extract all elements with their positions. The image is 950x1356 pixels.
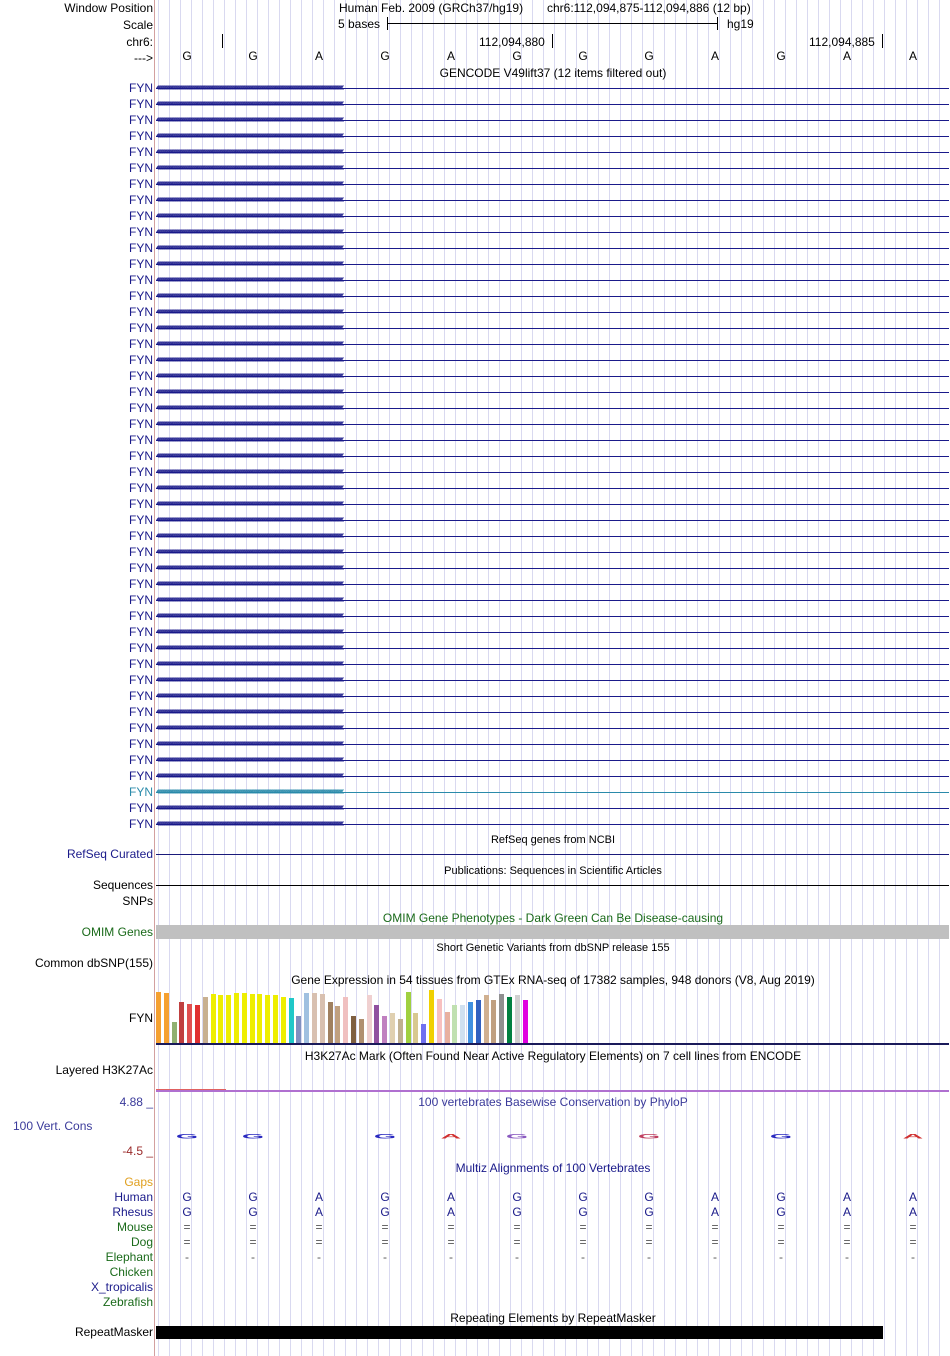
base-letter: G — [182, 49, 192, 63]
gtex-tissue-bar[interactable] — [406, 992, 411, 1043]
multiz-base: G — [578, 1190, 588, 1204]
db-text: hg19 — [727, 17, 754, 31]
gencode-gene-label[interactable]: FYN — [129, 145, 153, 159]
multiz-base: A — [908, 1205, 917, 1219]
h3k27ac-signal-line-2 — [156, 1089, 226, 1090]
multiz-base: = — [447, 1235, 455, 1249]
h3k27ac-signal-line — [156, 1090, 949, 1092]
multiz-base: G — [776, 1190, 786, 1204]
gencode-strand-arrows: ‹‹‹‹‹‹‹‹‹‹‹‹‹‹‹‹‹‹‹‹‹‹‹‹‹‹‹‹‹‹‹‹‹‹‹‹‹‹‹‹‹‹‹‹‹‹‹‹‹‹‹‹‹‹‹‹‹‹‹‹‹‹‹‹‹‹‹‹‹‹‹‹‹‹‹‹‹‹‹‹‹‹‹‹‹‹‹‹‹‹‹‹‹‹‹‹‹‹‹‹‹‹‹‹‹‹‹‹‹‹‹‹‹‹‹‹‹‹‹‹‹‹‹‹‹‹‹‹‹‹‹‹‹‹‹‹‹‹‹‹‹‹‹‹‹‹‹‹‹‹‹‹‹‹‹‹‹‹‹‹‹‹‹‹‹‹‹‹‹‹‹‹‹‹‹‹‹‹‹‹‹‹‹‹‹‹‹‹‹‹‹‹‹‹‹‹‹‹‹‹ — [156, 802, 343, 812]
gencode-gene-label[interactable]: FYN — [129, 545, 153, 559]
gencode-gene-label[interactable]: FYN — [129, 369, 153, 383]
gencode-strand-arrows: ‹‹‹‹‹‹‹‹‹‹‹‹‹‹‹‹‹‹‹‹‹‹‹‹‹‹‹‹‹‹‹‹‹‹‹‹‹‹‹‹‹‹‹‹‹‹‹‹‹‹‹‹‹‹‹‹‹‹‹‹‹‹‹‹‹‹‹‹‹‹‹‹‹‹‹‹‹‹‹‹‹‹‹‹‹‹‹‹‹‹‹‹‹‹‹‹‹‹‹‹‹‹‹‹‹‹‹‹‹‹‹‹‹‹‹‹‹‹‹‹‹‹‹‹‹‹‹‹‹‹‹‹‹‹‹‹‹‹‹‹‹‹‹‹‹‹‹‹‹‹‹‹‹‹‹‹‹‹‹‹‹‹‹‹‹‹‹‹‹‹‹‹‹‹‹‹‹‹‹‹‹‹‹‹‹‹‹‹‹‹‹‹‹‹‹‹‹‹‹‹ — [156, 338, 343, 348]
gencode-gene-label[interactable]: FYN — [129, 449, 153, 463]
publications-snps-label[interactable]: SNPs — [122, 894, 153, 908]
gtex-tissue-bar[interactable] — [359, 1019, 364, 1043]
base-letter: G — [380, 49, 390, 63]
gencode-strand-arrows: ‹‹‹‹‹‹‹‹‹‹‹‹‹‹‹‹‹‹‹‹‹‹‹‹‹‹‹‹‹‹‹‹‹‹‹‹‹‹‹‹‹‹‹‹‹‹‹‹‹‹‹‹‹‹‹‹‹‹‹‹‹‹‹‹‹‹‹‹‹‹‹‹‹‹‹‹‹‹‹‹‹‹‹‹‹‹‹‹‹‹‹‹‹‹‹‹‹‹‹‹‹‹‹‹‹‹‹‹‹‹‹‹‹‹‹‹‹‹‹‹‹‹‹‹‹‹‹‹‹‹‹‹‹‹‹‹‹‹‹‹‹‹‹‹‹‹‹‹‹‹‹‹‹‹‹‹‹‹‹‹‹‹‹‹‹‹‹‹‹‹‹‹‹‹‹‹‹‹‹‹‹‹‹‹‹‹‹‹‹‹‹‹‹‹‹‹‹‹‹‹ — [156, 146, 343, 156]
gencode-strand-arrows: ‹‹‹‹‹‹‹‹‹‹‹‹‹‹‹‹‹‹‹‹‹‹‹‹‹‹‹‹‹‹‹‹‹‹‹‹‹‹‹‹‹‹‹‹‹‹‹‹‹‹‹‹‹‹‹‹‹‹‹‹‹‹‹‹‹‹‹‹‹‹‹‹‹‹‹‹‹‹‹‹‹‹‹‹‹‹‹‹‹‹‹‹‹‹‹‹‹‹‹‹‹‹‹‹‹‹‹‹‹‹‹‹‹‹‹‹‹‹‹‹‹‹‹‹‹‹‹‹‹‹‹‹‹‹‹‹‹‹‹‹‹‹‹‹‹‹‹‹‹‹‹‹‹‹‹‹‹‹‹‹‹‹‹‹‹‹‹‹‹‹‹‹‹‹‹‹‹‹‹‹‹‹‹‹‹‹‹‹‹‹‹‹‹‹‹‹‹‹‹‹ — [156, 322, 343, 332]
gencode-strand-arrows: ‹‹‹‹‹‹‹‹‹‹‹‹‹‹‹‹‹‹‹‹‹‹‹‹‹‹‹‹‹‹‹‹‹‹‹‹‹‹‹‹‹‹‹‹‹‹‹‹‹‹‹‹‹‹‹‹‹‹‹‹‹‹‹‹‹‹‹‹‹‹‹‹‹‹‹‹‹‹‹‹‹‹‹‹‹‹‹‹‹‹‹‹‹‹‹‹‹‹‹‹‹‹‹‹‹‹‹‹‹‹‹‹‹‹‹‹‹‹‹‹‹‹‹‹‹‹‹‹‹‹‹‹‹‹‹‹‹‹‹‹‹‹‹‹‹‹‹‹‹‹‹‹‹‹‹‹‹‹‹‹‹‹‹‹‹‹‹‹‹‹‹‹‹‹‹‹‹‹‹‹‹‹‹‹‹‹‹‹‹‹‹‹‹‹‹‹‹‹‹‹ — [156, 546, 343, 556]
gencode-gene-label[interactable]: FYN — [129, 689, 153, 703]
gtex-tissue-bar[interactable] — [156, 992, 161, 1043]
gencode-gene-label[interactable]: FYN — [129, 209, 153, 223]
gencode-gene-label[interactable]: FYN — [129, 401, 153, 415]
gencode-gene-label[interactable]: FYN — [129, 753, 153, 767]
gencode-strand-arrows: ‹‹‹‹‹‹‹‹‹‹‹‹‹‹‹‹‹‹‹‹‹‹‹‹‹‹‹‹‹‹‹‹‹‹‹‹‹‹‹‹‹‹‹‹‹‹‹‹‹‹‹‹‹‹‹‹‹‹‹‹‹‹‹‹‹‹‹‹‹‹‹‹‹‹‹‹‹‹‹‹‹‹‹‹‹‹‹‹‹‹‹‹‹‹‹‹‹‹‹‹‹‹‹‹‹‹‹‹‹‹‹‹‹‹‹‹‹‹‹‹‹‹‹‹‹‹‹‹‹‹‹‹‹‹‹‹‹‹‹‹‹‹‹‹‹‹‹‹‹‹‹‹‹‹‹‹‹‹‹‹‹‹‹‹‹‹‹‹‹‹‹‹‹‹‹‹‹‹‹‹‹‹‹‹‹‹‹‹‹‹‹‹‹‹‹‹‹‹‹‹ — [156, 530, 343, 540]
gencode-strand-arrows: ‹‹‹‹‹‹‹‹‹‹‹‹‹‹‹‹‹‹‹‹‹‹‹‹‹‹‹‹‹‹‹‹‹‹‹‹‹‹‹‹‹‹‹‹‹‹‹‹‹‹‹‹‹‹‹‹‹‹‹‹‹‹‹‹‹‹‹‹‹‹‹‹‹‹‹‹‹‹‹‹‹‹‹‹‹‹‹‹‹‹‹‹‹‹‹‹‹‹‹‹‹‹‹‹‹‹‹‹‹‹‹‹‹‹‹‹‹‹‹‹‹‹‹‹‹‹‹‹‹‹‹‹‹‹‹‹‹‹‹‹‹‹‹‹‹‹‹‹‹‹‹‹‹‹‹‹‹‹‹‹‹‹‹‹‹‹‹‹‹‹‹‹‹‹‹‹‹‹‹‹‹‹‹‹‹‹‹‹‹‹‹‹‹‹‹‹‹‹‹‹ — [156, 674, 343, 684]
refseq-track-title[interactable]: RefSeq genes from NCBI — [490, 834, 616, 846]
gencode-strand-arrows: ‹‹‹‹‹‹‹‹‹‹‹‹‹‹‹‹‹‹‹‹‹‹‹‹‹‹‹‹‹‹‹‹‹‹‹‹‹‹‹‹‹‹‹‹‹‹‹‹‹‹‹‹‹‹‹‹‹‹‹‹‹‹‹‹‹‹‹‹‹‹‹‹‹‹‹‹‹‹‹‹‹‹‹‹‹‹‹‹‹‹‹‹‹‹‹‹‹‹‹‹‹‹‹‹‹‹‹‹‹‹‹‹‹‹‹‹‹‹‹‹‹‹‹‹‹‹‹‹‹‹‹‹‹‹‹‹‹‹‹‹‹‹‹‹‹‹‹‹‹‹‹‹‹‹‹‹‹‹‹‹‹‹‹‹‹‹‹‹‹‹‹‹‹‹‹‹‹‹‹‹‹‹‹‹‹‹‹‹‹‹‹‹‹‹‹‹‹‹‹‹ — [156, 258, 343, 268]
gtex-tissue-bar[interactable] — [351, 1016, 356, 1043]
gencode-gene-label[interactable]: FYN — [129, 705, 153, 719]
gtex-tissue-bar[interactable] — [328, 1002, 333, 1043]
phylop-base-glyph: G — [175, 1133, 199, 1141]
multiz-base: - — [713, 1250, 717, 1264]
gencode-strand-arrows: ‹‹‹‹‹‹‹‹‹‹‹‹‹‹‹‹‹‹‹‹‹‹‹‹‹‹‹‹‹‹‹‹‹‹‹‹‹‹‹‹‹‹‹‹‹‹‹‹‹‹‹‹‹‹‹‹‹‹‹‹‹‹‹‹‹‹‹‹‹‹‹‹‹‹‹‹‹‹‹‹‹‹‹‹‹‹‹‹‹‹‹‹‹‹‹‹‹‹‹‹‹‹‹‹‹‹‹‹‹‹‹‹‹‹‹‹‹‹‹‹‹‹‹‹‹‹‹‹‹‹‹‹‹‹‹‹‹‹‹‹‹‹‹‹‹‹‹‹‹‹‹‹‹‹‹‹‹‹‹‹‹‹‹‹‹‹‹‹‹‹‹‹‹‹‹‹‹‹‹‹‹‹‹‹‹‹‹‹‹‹‹‹‹‹‹‹‹‹‹‹ — [156, 578, 343, 588]
multiz-base: - — [449, 1250, 453, 1264]
multiz-base: A — [446, 1190, 455, 1204]
gencode-strand-arrows: ‹‹‹‹‹‹‹‹‹‹‹‹‹‹‹‹‹‹‹‹‹‹‹‹‹‹‹‹‹‹‹‹‹‹‹‹‹‹‹‹‹‹‹‹‹‹‹‹‹‹‹‹‹‹‹‹‹‹‹‹‹‹‹‹‹‹‹‹‹‹‹‹‹‹‹‹‹‹‹‹‹‹‹‹‹‹‹‹‹‹‹‹‹‹‹‹‹‹‹‹‹‹‹‹‹‹‹‹‹‹‹‹‹‹‹‹‹‹‹‹‹‹‹‹‹‹‹‹‹‹‹‹‹‹‹‹‹‹‹‹‹‹‹‹‹‹‹‹‹‹‹‹‹‹‹‹‹‹‹‹‹‹‹‹‹‹‹‹‹‹‹‹‹‹‹‹‹‹‹‹‹‹‹‹‹‹‹‹‹‹‹‹‹‹‹‹‹‹‹‹ — [156, 434, 343, 444]
gencode-strand-arrows: ‹‹‹‹‹‹‹‹‹‹‹‹‹‹‹‹‹‹‹‹‹‹‹‹‹‹‹‹‹‹‹‹‹‹‹‹‹‹‹‹‹‹‹‹‹‹‹‹‹‹‹‹‹‹‹‹‹‹‹‹‹‹‹‹‹‹‹‹‹‹‹‹‹‹‹‹‹‹‹‹‹‹‹‹‹‹‹‹‹‹‹‹‹‹‹‹‹‹‹‹‹‹‹‹‹‹‹‹‹‹‹‹‹‹‹‹‹‹‹‹‹‹‹‹‹‹‹‹‹‹‹‹‹‹‹‹‹‹‹‹‹‹‹‹‹‹‹‹‹‹‹‹‹‹‹‹‹‹‹‹‹‹‹‹‹‹‹‹‹‹‹‹‹‹‹‹‹‹‹‹‹‹‹‹‹‹‹‹‹‹‹‹‹‹‹‹‹‹‹‹ — [156, 242, 343, 252]
multiz-base: = — [777, 1235, 785, 1249]
gencode-gene-label[interactable]: FYN — [129, 801, 153, 815]
multiz-base: = — [513, 1220, 521, 1234]
multiz-gaps-label: Gaps — [124, 1175, 153, 1189]
gencode-gene-label[interactable]: FYN — [129, 273, 153, 287]
gencode-strand-arrows: ‹‹‹‹‹‹‹‹‹‹‹‹‹‹‹‹‹‹‹‹‹‹‹‹‹‹‹‹‹‹‹‹‹‹‹‹‹‹‹‹‹‹‹‹‹‹‹‹‹‹‹‹‹‹‹‹‹‹‹‹‹‹‹‹‹‹‹‹‹‹‹‹‹‹‹‹‹‹‹‹‹‹‹‹‹‹‹‹‹‹‹‹‹‹‹‹‹‹‹‹‹‹‹‹‹‹‹‹‹‹‹‹‹‹‹‹‹‹‹‹‹‹‹‹‹‹‹‹‹‹‹‹‹‹‹‹‹‹‹‹‹‹‹‹‹‹‹‹‹‹‹‹‹‹‹‹‹‹‹‹‹‹‹‹‹‹‹‹‹‹‹‹‹‹‹‹‹‹‹‹‹‹‹‹‹‹‹‹‹‹‹‹‹‹‹‹‹‹‹‹ — [156, 514, 343, 524]
multiz-base: - — [581, 1250, 585, 1264]
gtex-tissue-bar[interactable] — [172, 1022, 177, 1043]
multiz-base: G — [248, 1205, 258, 1219]
scale-label: Scale — [122, 18, 153, 32]
multiz-base: A — [908, 1190, 917, 1204]
multiz-base: A — [314, 1190, 323, 1204]
strand-label: ---> — [134, 51, 153, 65]
phylop-base-glyph: A — [440, 1133, 462, 1141]
multiz-base: G — [182, 1205, 192, 1219]
phylop-min-label: -4.5 _ — [122, 1144, 153, 1158]
phylop-base-glyph: G — [769, 1133, 793, 1141]
phylop-max-label: 4.88 _ — [119, 1095, 153, 1109]
multiz-base: G — [182, 1190, 192, 1204]
gencode-gene-label[interactable]: FYN — [129, 721, 153, 735]
gencode-strand-arrows: ‹‹‹‹‹‹‹‹‹‹‹‹‹‹‹‹‹‹‹‹‹‹‹‹‹‹‹‹‹‹‹‹‹‹‹‹‹‹‹‹‹‹‹‹‹‹‹‹‹‹‹‹‹‹‹‹‹‹‹‹‹‹‹‹‹‹‹‹‹‹‹‹‹‹‹‹‹‹‹‹‹‹‹‹‹‹‹‹‹‹‹‹‹‹‹‹‹‹‹‹‹‹‹‹‹‹‹‹‹‹‹‹‹‹‹‹‹‹‹‹‹‹‹‹‹‹‹‹‹‹‹‹‹‹‹‹‹‹‹‹‹‹‹‹‹‹‹‹‹‹‹‹‹‹‹‹‹‹‹‹‹‹‹‹‹‹‹‹‹‹‹‹‹‹‹‹‹‹‹‹‹‹‹‹‹‹‹‹‹‹‹‹‹‹‹‹‹‹‹‹ — [156, 418, 343, 428]
ruler-tick-left — [222, 34, 223, 48]
multiz-base: - — [317, 1250, 321, 1264]
gtex-tissue-bar[interactable] — [234, 993, 239, 1043]
multiz-base: A — [710, 1205, 719, 1219]
gencode-strand-arrows: ‹‹‹‹‹‹‹‹‹‹‹‹‹‹‹‹‹‹‹‹‹‹‹‹‹‹‹‹‹‹‹‹‹‹‹‹‹‹‹‹‹‹‹‹‹‹‹‹‹‹‹‹‹‹‹‹‹‹‹‹‹‹‹‹‹‹‹‹‹‹‹‹‹‹‹‹‹‹‹‹‹‹‹‹‹‹‹‹‹‹‹‹‹‹‹‹‹‹‹‹‹‹‹‹‹‹‹‹‹‹‹‹‹‹‹‹‹‹‹‹‹‹‹‹‹‹‹‹‹‹‹‹‹‹‹‹‹‹‹‹‹‹‹‹‹‹‹‹‹‹‹‹‹‹‹‹‹‹‹‹‹‹‹‹‹‹‹‹‹‹‹‹‹‹‹‹‹‹‹‹‹‹‹‹‹‹‹‹‹‹‹‹‹‹‹‹‹‹‹‹ — [156, 610, 343, 620]
gtex-tissue-bar[interactable] — [304, 993, 309, 1043]
gencode-strand-arrows: ‹‹‹‹‹‹‹‹‹‹‹‹‹‹‹‹‹‹‹‹‹‹‹‹‹‹‹‹‹‹‹‹‹‹‹‹‹‹‹‹‹‹‹‹‹‹‹‹‹‹‹‹‹‹‹‹‹‹‹‹‹‹‹‹‹‹‹‹‹‹‹‹‹‹‹‹‹‹‹‹‹‹‹‹‹‹‹‹‹‹‹‹‹‹‹‹‹‹‹‹‹‹‹‹‹‹‹‹‹‹‹‹‹‹‹‹‹‹‹‹‹‹‹‹‹‹‹‹‹‹‹‹‹‹‹‹‹‹‹‹‹‹‹‹‹‹‹‹‹‹‹‹‹‹‹‹‹‹‹‹‹‹‹‹‹‹‹‹‹‹‹‹‹‹‹‹‹‹‹‹‹‹‹‹‹‹‹‹‹‹‹‹‹‹‹‹‹‹‹‹ — [156, 562, 343, 572]
scale-bar — [387, 23, 717, 24]
gencode-gene-label[interactable]: FYN — [129, 305, 153, 319]
gtex-tissue-bar[interactable] — [374, 1005, 379, 1043]
gtex-tissue-bar[interactable] — [398, 1019, 403, 1043]
multiz-base: G — [380, 1190, 390, 1204]
gencode-gene-label[interactable]: FYN — [129, 529, 153, 543]
gencode-strand-arrows: ‹‹‹‹‹‹‹‹‹‹‹‹‹‹‹‹‹‹‹‹‹‹‹‹‹‹‹‹‹‹‹‹‹‹‹‹‹‹‹‹‹‹‹‹‹‹‹‹‹‹‹‹‹‹‹‹‹‹‹‹‹‹‹‹‹‹‹‹‹‹‹‹‹‹‹‹‹‹‹‹‹‹‹‹‹‹‹‹‹‹‹‹‹‹‹‹‹‹‹‹‹‹‹‹‹‹‹‹‹‹‹‹‹‹‹‹‹‹‹‹‹‹‹‹‹‹‹‹‹‹‹‹‹‹‹‹‹‹‹‹‹‹‹‹‹‹‹‹‹‹‹‹‹‹‹‹‹‹‹‹‹‹‹‹‹‹‹‹‹‹‹‹‹‹‹‹‹‹‹‹‹‹‹‹‹‹‹‹‹‹‹‹‹‹‹‹‹‹‹‹ — [156, 194, 343, 204]
window-position-label: Window Position — [64, 1, 153, 15]
gencode-strand-arrows: ‹‹‹‹‹‹‹‹‹‹‹‹‹‹‹‹‹‹‹‹‹‹‹‹‹‹‹‹‹‹‹‹‹‹‹‹‹‹‹‹‹‹‹‹‹‹‹‹‹‹‹‹‹‹‹‹‹‹‹‹‹‹‹‹‹‹‹‹‹‹‹‹‹‹‹‹‹‹‹‹‹‹‹‹‹‹‹‹‹‹‹‹‹‹‹‹‹‹‹‹‹‹‹‹‹‹‹‹‹‹‹‹‹‹‹‹‹‹‹‹‹‹‹‹‹‹‹‹‹‹‹‹‹‹‹‹‹‹‹‹‹‹‹‹‹‹‹‹‹‹‹‹‹‹‹‹‹‹‹‹‹‹‹‹‹‹‹‹‹‹‹‹‹‹‹‹‹‹‹‹‹‹‹‹‹‹‹‹‹‹‹‹‹‹‹‹‹‹‹‹ — [156, 226, 343, 236]
gtex-tissue-bar[interactable] — [390, 1013, 395, 1043]
gtex-tissue-bar[interactable] — [242, 993, 247, 1043]
gtex-tissue-bar[interactable] — [421, 1024, 426, 1043]
gtex-tissue-bar[interactable] — [195, 1005, 200, 1043]
multiz-species-label[interactable]: Human — [114, 1190, 153, 1204]
gtex-tissue-bar[interactable] — [164, 993, 169, 1043]
ruler-tick-1 — [552, 34, 553, 48]
scale-bar-right-tick — [717, 17, 718, 30]
omim-track-label[interactable]: OMIM Genes — [81, 925, 153, 939]
gencode-strand-arrows: ‹‹‹‹‹‹‹‹‹‹‹‹‹‹‹‹‹‹‹‹‹‹‹‹‹‹‹‹‹‹‹‹‹‹‹‹‹‹‹‹‹‹‹‹‹‹‹‹‹‹‹‹‹‹‹‹‹‹‹‹‹‹‹‹‹‹‹‹‹‹‹‹‹‹‹‹‹‹‹‹‹‹‹‹‹‹‹‹‹‹‹‹‹‹‹‹‹‹‹‹‹‹‹‹‹‹‹‹‹‹‹‹‹‹‹‹‹‹‹‹‹‹‹‹‹‹‹‹‹‹‹‹‹‹‹‹‹‹‹‹‹‹‹‹‹‹‹‹‹‹‹‹‹‹‹‹‹‹‹‹‹‹‹‹‹‹‹‹‹‹‹‹‹‹‹‹‹‹‹‹‹‹‹‹‹‹‹‹‹‹‹‹‹‹‹‹‹‹‹‹ — [156, 482, 343, 492]
base-letter: G — [776, 49, 786, 63]
multiz-base: = — [183, 1235, 191, 1249]
gencode-gene-label[interactable]: FYN — [129, 385, 153, 399]
multiz-base: = — [777, 1220, 785, 1234]
gencode-gene-label[interactable]: FYN — [129, 433, 153, 447]
ruler-tick-label-2: 112,094,885 — [809, 35, 875, 49]
gtex-tissue-bar[interactable] — [499, 994, 504, 1043]
multiz-base: = — [183, 1220, 191, 1234]
multiz-base: = — [843, 1235, 851, 1249]
publications-line[interactable] — [156, 885, 949, 886]
gtex-tissue-bar[interactable] — [507, 997, 512, 1043]
base-letter: G — [248, 49, 258, 63]
multiz-base: = — [579, 1220, 587, 1234]
gtex-tissue-bar[interactable] — [437, 999, 442, 1043]
gencode-gene-label[interactable]: FYN — [129, 465, 153, 479]
gencode-gene-label[interactable]: FYN — [129, 97, 153, 111]
multiz-base: = — [513, 1235, 521, 1249]
gencode-gene-label[interactable]: FYN — [129, 241, 153, 255]
multiz-base: = — [447, 1220, 455, 1234]
gencode-strand-arrows: ‹‹‹‹‹‹‹‹‹‹‹‹‹‹‹‹‹‹‹‹‹‹‹‹‹‹‹‹‹‹‹‹‹‹‹‹‹‹‹‹‹‹‹‹‹‹‹‹‹‹‹‹‹‹‹‹‹‹‹‹‹‹‹‹‹‹‹‹‹‹‹‹‹‹‹‹‹‹‹‹‹‹‹‹‹‹‹‹‹‹‹‹‹‹‹‹‹‹‹‹‹‹‹‹‹‹‹‹‹‹‹‹‹‹‹‹‹‹‹‹‹‹‹‹‹‹‹‹‹‹‹‹‹‹‹‹‹‹‹‹‹‹‹‹‹‹‹‹‹‹‹‹‹‹‹‹‹‹‹‹‹‹‹‹‹‹‹‹‹‹‹‹‹‹‹‹‹‹‹‹‹‹‹‹‹‹‹‹‹‹‹‹‹‹‹‹‹‹‹‹ — [156, 786, 343, 796]
multiz-base: G — [512, 1190, 522, 1204]
base-letter: A — [710, 49, 719, 63]
multiz-species-label[interactable]: Rhesus — [112, 1205, 153, 1219]
gencode-gene-label[interactable]: FYN — [129, 817, 153, 831]
multiz-base: G — [380, 1205, 390, 1219]
gencode-strand-arrows: ‹‹‹‹‹‹‹‹‹‹‹‹‹‹‹‹‹‹‹‹‹‹‹‹‹‹‹‹‹‹‹‹‹‹‹‹‹‹‹‹‹‹‹‹‹‹‹‹‹‹‹‹‹‹‹‹‹‹‹‹‹‹‹‹‹‹‹‹‹‹‹‹‹‹‹‹‹‹‹‹‹‹‹‹‹‹‹‹‹‹‹‹‹‹‹‹‹‹‹‹‹‹‹‹‹‹‹‹‹‹‹‹‹‹‹‹‹‹‹‹‹‹‹‹‹‹‹‹‹‹‹‹‹‹‹‹‹‹‹‹‹‹‹‹‹‹‹‹‹‹‹‹‹‹‹‹‹‹‹‹‹‹‹‹‹‹‹‹‹‹‹‹‹‹‹‹‹‹‹‹‹‹‹‹‹‹‹‹‹‹‹‹‹‹‹‹‹‹‹‹ — [156, 210, 343, 220]
gencode-strand-arrows: ‹‹‹‹‹‹‹‹‹‹‹‹‹‹‹‹‹‹‹‹‹‹‹‹‹‹‹‹‹‹‹‹‹‹‹‹‹‹‹‹‹‹‹‹‹‹‹‹‹‹‹‹‹‹‹‹‹‹‹‹‹‹‹‹‹‹‹‹‹‹‹‹‹‹‹‹‹‹‹‹‹‹‹‹‹‹‹‹‹‹‹‹‹‹‹‹‹‹‹‹‹‹‹‹‹‹‹‹‹‹‹‹‹‹‹‹‹‹‹‹‹‹‹‹‹‹‹‹‹‹‹‹‹‹‹‹‹‹‹‹‹‹‹‹‹‹‹‹‹‹‹‹‹‹‹‹‹‹‹‹‹‹‹‹‹‹‹‹‹‹‹‹‹‹‹‹‹‹‹‹‹‹‹‹‹‹‹‹‹‹‹‹‹‹‹‹‹‹‹‹ — [156, 450, 343, 460]
gtex-tissue-bar[interactable] — [218, 995, 223, 1043]
gtex-tissue-bar[interactable] — [281, 997, 286, 1043]
gencode-strand-arrows: ‹‹‹‹‹‹‹‹‹‹‹‹‹‹‹‹‹‹‹‹‹‹‹‹‹‹‹‹‹‹‹‹‹‹‹‹‹‹‹‹‹‹‹‹‹‹‹‹‹‹‹‹‹‹‹‹‹‹‹‹‹‹‹‹‹‹‹‹‹‹‹‹‹‹‹‹‹‹‹‹‹‹‹‹‹‹‹‹‹‹‹‹‹‹‹‹‹‹‹‹‹‹‹‹‹‹‹‹‹‹‹‹‹‹‹‹‹‹‹‹‹‹‹‹‹‹‹‹‹‹‹‹‹‹‹‹‹‹‹‹‹‹‹‹‹‹‹‹‹‹‹‹‹‹‹‹‹‹‹‹‹‹‹‹‹‹‹‹‹‹‹‹‹‹‹‹‹‹‹‹‹‹‹‹‹‹‹‹‹‹‹‹‹‹‹‹‹‹‹‹ — [156, 370, 343, 380]
refseq-gene-line[interactable] — [156, 854, 949, 855]
gtex-tissue-bar[interactable] — [468, 1002, 473, 1043]
gencode-gene-label[interactable]: FYN — [129, 129, 153, 143]
label-separator — [154, 0, 155, 1356]
gtex-tissue-bar[interactable] — [413, 1013, 418, 1043]
gtex-baseline — [156, 1043, 949, 1045]
gtex-tissue-bar[interactable] — [320, 994, 325, 1043]
gtex-tissue-bar[interactable] — [484, 995, 489, 1043]
multiz-species-label[interactable]: Zebrafish — [102, 1295, 153, 1309]
gencode-strand-arrows: ‹‹‹‹‹‹‹‹‹‹‹‹‹‹‹‹‹‹‹‹‹‹‹‹‹‹‹‹‹‹‹‹‹‹‹‹‹‹‹‹‹‹‹‹‹‹‹‹‹‹‹‹‹‹‹‹‹‹‹‹‹‹‹‹‹‹‹‹‹‹‹‹‹‹‹‹‹‹‹‹‹‹‹‹‹‹‹‹‹‹‹‹‹‹‹‹‹‹‹‹‹‹‹‹‹‹‹‹‹‹‹‹‹‹‹‹‹‹‹‹‹‹‹‹‹‹‹‹‹‹‹‹‹‹‹‹‹‹‹‹‹‹‹‹‹‹‹‹‹‹‹‹‹‹‹‹‹‹‹‹‹‹‹‹‹‹‹‹‹‹‹‹‹‹‹‹‹‹‹‹‹‹‹‹‹‹‹‹‹‹‹‹‹‹‹‹‹‹‹‹ — [156, 178, 343, 188]
phylop-base-glyph: G — [241, 1133, 265, 1141]
gencode-gene-label[interactable]: FYN — [129, 561, 153, 575]
gencode-gene-label[interactable]: FYN — [129, 785, 153, 799]
gencode-gene-label[interactable]: FYN — [129, 193, 153, 207]
gencode-strand-arrows: ‹‹‹‹‹‹‹‹‹‹‹‹‹‹‹‹‹‹‹‹‹‹‹‹‹‹‹‹‹‹‹‹‹‹‹‹‹‹‹‹‹‹‹‹‹‹‹‹‹‹‹‹‹‹‹‹‹‹‹‹‹‹‹‹‹‹‹‹‹‹‹‹‹‹‹‹‹‹‹‹‹‹‹‹‹‹‹‹‹‹‹‹‹‹‹‹‹‹‹‹‹‹‹‹‹‹‹‹‹‹‹‹‹‹‹‹‹‹‹‹‹‹‹‹‹‹‹‹‹‹‹‹‹‹‹‹‹‹‹‹‹‹‹‹‹‹‹‹‹‹‹‹‹‹‹‹‹‹‹‹‹‹‹‹‹‹‹‹‹‹‹‹‹‹‹‹‹‹‹‹‹‹‹‹‹‹‹‹‹‹‹‹‹‹‹‹‹‹‹‹ — [156, 770, 343, 780]
publications-track-title[interactable]: Publications: Sequences in Scientific Articles — [444, 865, 662, 877]
gtex-expression-chart[interactable] — [156, 988, 536, 1043]
omim-feature-bar[interactable] — [156, 925, 949, 939]
gencode-strand-arrows: ‹‹‹‹‹‹‹‹‹‹‹‹‹‹‹‹‹‹‹‹‹‹‹‹‹‹‹‹‹‹‹‹‹‹‹‹‹‹‹‹‹‹‹‹‹‹‹‹‹‹‹‹‹‹‹‹‹‹‹‹‹‹‹‹‹‹‹‹‹‹‹‹‹‹‹‹‹‹‹‹‹‹‹‹‹‹‹‹‹‹‹‹‹‹‹‹‹‹‹‹‹‹‹‹‹‹‹‹‹‹‹‹‹‹‹‹‹‹‹‹‹‹‹‹‹‹‹‹‹‹‹‹‹‹‹‹‹‹‹‹‹‹‹‹‹‹‹‹‹‹‹‹‹‹‹‹‹‹‹‹‹‹‹‹‹‹‹‹‹‹‹‹‹‹‹‹‹‹‹‹‹‹‹‹‹‹‹‹‹‹‹‹‹‹‹‹‹‹‹‹ — [156, 98, 343, 108]
multiz-base: G — [248, 1190, 258, 1204]
base-letter: A — [314, 49, 323, 63]
gencode-strand-arrows: ‹‹‹‹‹‹‹‹‹‹‹‹‹‹‹‹‹‹‹‹‹‹‹‹‹‹‹‹‹‹‹‹‹‹‹‹‹‹‹‹‹‹‹‹‹‹‹‹‹‹‹‹‹‹‹‹‹‹‹‹‹‹‹‹‹‹‹‹‹‹‹‹‹‹‹‹‹‹‹‹‹‹‹‹‹‹‹‹‹‹‹‹‹‹‹‹‹‹‹‹‹‹‹‹‹‹‹‹‹‹‹‹‹‹‹‹‹‹‹‹‹‹‹‹‹‹‹‹‹‹‹‹‹‹‹‹‹‹‹‹‹‹‹‹‹‹‹‹‹‹‹‹‹‹‹‹‹‹‹‹‹‹‹‹‹‹‹‹‹‹‹‹‹‹‹‹‹‹‹‹‹‹‹‹‹‹‹‹‹‹‹‹‹‹‹‹‹‹‹‹ — [156, 162, 343, 172]
gencode-gene-label[interactable]: FYN — [129, 577, 153, 591]
gencode-gene-label[interactable]: FYN — [129, 481, 153, 495]
base-letter: G — [644, 49, 654, 63]
omim-track-title[interactable]: OMIM Gene Phenotypes - Dark Green Can Be Disease-causing — [382, 911, 724, 925]
position-text: chr6:112,094,875-112,094,886 (12 bp) — [547, 1, 751, 15]
gencode-gene-label[interactable]: FYN — [129, 161, 153, 175]
ruler-tick-label-1: 112,094,880 — [479, 35, 545, 49]
gtex-tissue-bar[interactable] — [250, 994, 255, 1043]
gencode-strand-arrows: ‹‹‹‹‹‹‹‹‹‹‹‹‹‹‹‹‹‹‹‹‹‹‹‹‹‹‹‹‹‹‹‹‹‹‹‹‹‹‹‹‹‹‹‹‹‹‹‹‹‹‹‹‹‹‹‹‹‹‹‹‹‹‹‹‹‹‹‹‹‹‹‹‹‹‹‹‹‹‹‹‹‹‹‹‹‹‹‹‹‹‹‹‹‹‹‹‹‹‹‹‹‹‹‹‹‹‹‹‹‹‹‹‹‹‹‹‹‹‹‹‹‹‹‹‹‹‹‹‹‹‹‹‹‹‹‹‹‹‹‹‹‹‹‹‹‹‹‹‹‹‹‹‹‹‹‹‹‹‹‹‹‹‹‹‹‹‹‹‹‹‹‹‹‹‹‹‹‹‹‹‹‹‹‹‹‹‹‹‹‹‹‹‹‹‹‹‹‹‹‹ — [156, 290, 343, 300]
gtex-tissue-bar[interactable] — [429, 990, 434, 1043]
gencode-strand-arrows: ‹‹‹‹‹‹‹‹‹‹‹‹‹‹‹‹‹‹‹‹‹‹‹‹‹‹‹‹‹‹‹‹‹‹‹‹‹‹‹‹‹‹‹‹‹‹‹‹‹‹‹‹‹‹‹‹‹‹‹‹‹‹‹‹‹‹‹‹‹‹‹‹‹‹‹‹‹‹‹‹‹‹‹‹‹‹‹‹‹‹‹‹‹‹‹‹‹‹‹‹‹‹‹‹‹‹‹‹‹‹‹‹‹‹‹‹‹‹‹‹‹‹‹‹‹‹‹‹‹‹‹‹‹‹‹‹‹‹‹‹‹‹‹‹‹‹‹‹‹‹‹‹‹‹‹‹‹‹‹‹‹‹‹‹‹‹‹‹‹‹‹‹‹‹‹‹‹‹‹‹‹‹‹‹‹‹‹‹‹‹‹‹‹‹‹‹‹‹‹‹ — [156, 82, 343, 92]
gtex-tissue-bar[interactable] — [211, 994, 216, 1043]
multiz-species-label[interactable]: X_tropicalis — [90, 1280, 153, 1294]
gencode-gene-label[interactable]: FYN — [129, 641, 153, 655]
gtex-tissue-bar[interactable] — [265, 995, 270, 1043]
base-letter: G — [578, 49, 588, 63]
multiz-base: = — [843, 1220, 851, 1234]
base-letter: G — [512, 49, 522, 63]
gencode-strand-arrows: ‹‹‹‹‹‹‹‹‹‹‹‹‹‹‹‹‹‹‹‹‹‹‹‹‹‹‹‹‹‹‹‹‹‹‹‹‹‹‹‹‹‹‹‹‹‹‹‹‹‹‹‹‹‹‹‹‹‹‹‹‹‹‹‹‹‹‹‹‹‹‹‹‹‹‹‹‹‹‹‹‹‹‹‹‹‹‹‹‹‹‹‹‹‹‹‹‹‹‹‹‹‹‹‹‹‹‹‹‹‹‹‹‹‹‹‹‹‹‹‹‹‹‹‹‹‹‹‹‹‹‹‹‹‹‹‹‹‹‹‹‹‹‹‹‹‹‹‹‹‹‹‹‹‹‹‹‹‹‹‹‹‹‹‹‹‹‹‹‹‹‹‹‹‹‹‹‹‹‹‹‹‹‹‹‹‹‹‹‹‹‹‹‹‹‹‹‹‹‹‹ — [156, 754, 343, 764]
gtex-tissue-bar[interactable] — [367, 995, 372, 1043]
gencode-gene-label[interactable]: FYN — [129, 81, 153, 95]
gencode-gene-label[interactable]: FYN — [129, 593, 153, 607]
gencode-gene-label[interactable]: FYN — [129, 417, 153, 431]
gencode-strand-arrows: ‹‹‹‹‹‹‹‹‹‹‹‹‹‹‹‹‹‹‹‹‹‹‹‹‹‹‹‹‹‹‹‹‹‹‹‹‹‹‹‹‹‹‹‹‹‹‹‹‹‹‹‹‹‹‹‹‹‹‹‹‹‹‹‹‹‹‹‹‹‹‹‹‹‹‹‹‹‹‹‹‹‹‹‹‹‹‹‹‹‹‹‹‹‹‹‹‹‹‹‹‹‹‹‹‹‹‹‹‹‹‹‹‹‹‹‹‹‹‹‹‹‹‹‹‹‹‹‹‹‹‹‹‹‹‹‹‹‹‹‹‹‹‹‹‹‹‹‹‹‹‹‹‹‹‹‹‹‹‹‹‹‹‹‹‹‹‹‹‹‹‹‹‹‹‹‹‹‹‹‹‹‹‹‹‹‹‹‹‹‹‹‹‹‹‹‹‹‹‹‹ — [156, 738, 343, 748]
gencode-strand-arrows: ‹‹‹‹‹‹‹‹‹‹‹‹‹‹‹‹‹‹‹‹‹‹‹‹‹‹‹‹‹‹‹‹‹‹‹‹‹‹‹‹‹‹‹‹‹‹‹‹‹‹‹‹‹‹‹‹‹‹‹‹‹‹‹‹‹‹‹‹‹‹‹‹‹‹‹‹‹‹‹‹‹‹‹‹‹‹‹‹‹‹‹‹‹‹‹‹‹‹‹‹‹‹‹‹‹‹‹‹‹‹‹‹‹‹‹‹‹‹‹‹‹‹‹‹‹‹‹‹‹‹‹‹‹‹‹‹‹‹‹‹‹‹‹‹‹‹‹‹‹‹‹‹‹‹‹‹‹‹‹‹‹‹‹‹‹‹‹‹‹‹‹‹‹‹‹‹‹‹‹‹‹‹‹‹‹‹‹‹‹‹‹‹‹‹‹‹‹‹‹‹ — [156, 722, 343, 732]
scale-bar-left-tick — [387, 17, 388, 30]
gtex-tissue-bar[interactable] — [476, 1000, 481, 1043]
gtex-tissue-bar[interactable] — [460, 1005, 465, 1043]
multiz-species-label[interactable]: Mouse — [116, 1220, 153, 1234]
gencode-gene-label[interactable]: FYN — [129, 625, 153, 639]
gencode-track-title[interactable]: GENCODE V49lift37 (12 items filtered out) — [439, 66, 667, 80]
multiz-base: G — [512, 1205, 522, 1219]
chrom-label: chr6: — [126, 35, 153, 49]
multiz-base: = — [381, 1235, 389, 1249]
multiz-base: = — [909, 1220, 917, 1234]
multiz-base: - — [845, 1250, 849, 1264]
gencode-gene-label[interactable]: FYN — [129, 177, 153, 191]
multiz-base: - — [515, 1250, 519, 1264]
assembly-text: Human Feb. 2009 (GRCh37/hg19) — [339, 1, 524, 15]
gencode-gene-label[interactable]: FYN — [129, 353, 153, 367]
phylop-track-title[interactable]: 100 vertebrates Basewise Conservation by PhyloP — [418, 1095, 688, 1109]
gencode-gene-label[interactable]: FYN — [129, 289, 153, 303]
repeatmasker-feature-bar[interactable] — [156, 1326, 883, 1339]
multiz-base: A — [446, 1205, 455, 1219]
gencode-strand-arrows: ‹‹‹‹‹‹‹‹‹‹‹‹‹‹‹‹‹‹‹‹‹‹‹‹‹‹‹‹‹‹‹‹‹‹‹‹‹‹‹‹‹‹‹‹‹‹‹‹‹‹‹‹‹‹‹‹‹‹‹‹‹‹‹‹‹‹‹‹‹‹‹‹‹‹‹‹‹‹‹‹‹‹‹‹‹‹‹‹‹‹‹‹‹‹‹‹‹‹‹‹‹‹‹‹‹‹‹‹‹‹‹‹‹‹‹‹‹‹‹‹‹‹‹‹‹‹‹‹‹‹‹‹‹‹‹‹‹‹‹‹‹‹‹‹‹‹‹‹‹‹‹‹‹‹‹‹‹‹‹‹‹‹‹‹‹‹‹‹‹‹‹‹‹‹‹‹‹‹‹‹‹‹‹‹‹‹‹‹‹‹‹‹‹‹‹‹‹‹‹‹ — [156, 114, 343, 124]
gencode-gene-label[interactable]: FYN — [129, 609, 153, 623]
gencode-strand-arrows: ‹‹‹‹‹‹‹‹‹‹‹‹‹‹‹‹‹‹‹‹‹‹‹‹‹‹‹‹‹‹‹‹‹‹‹‹‹‹‹‹‹‹‹‹‹‹‹‹‹‹‹‹‹‹‹‹‹‹‹‹‹‹‹‹‹‹‹‹‹‹‹‹‹‹‹‹‹‹‹‹‹‹‹‹‹‹‹‹‹‹‹‹‹‹‹‹‹‹‹‹‹‹‹‹‹‹‹‹‹‹‹‹‹‹‹‹‹‹‹‹‹‹‹‹‹‹‹‹‹‹‹‹‹‹‹‹‹‹‹‹‹‹‹‹‹‹‹‹‹‹‹‹‹‹‹‹‹‹‹‹‹‹‹‹‹‹‹‹‹‹‹‹‹‹‹‹‹‹‹‹‹‹‹‹‹‹‹‹‹‹‹‹‹‹‹‹‹‹‹‹ — [156, 626, 343, 636]
gencode-strand-arrows: ‹‹‹‹‹‹‹‹‹‹‹‹‹‹‹‹‹‹‹‹‹‹‹‹‹‹‹‹‹‹‹‹‹‹‹‹‹‹‹‹‹‹‹‹‹‹‹‹‹‹‹‹‹‹‹‹‹‹‹‹‹‹‹‹‹‹‹‹‹‹‹‹‹‹‹‹‹‹‹‹‹‹‹‹‹‹‹‹‹‹‹‹‹‹‹‹‹‹‹‹‹‹‹‹‹‹‹‹‹‹‹‹‹‹‹‹‹‹‹‹‹‹‹‹‹‹‹‹‹‹‹‹‹‹‹‹‹‹‹‹‹‹‹‹‹‹‹‹‹‹‹‹‹‹‹‹‹‹‹‹‹‹‹‹‹‹‹‹‹‹‹‹‹‹‹‹‹‹‹‹‹‹‹‹‹‹‹‹‹‹‹‹‹‹‹‹‹‹‹‹ — [156, 466, 343, 476]
multiz-species-label[interactable]: Elephant — [105, 1250, 153, 1264]
multiz-base: A — [842, 1205, 851, 1219]
multiz-base: G — [578, 1205, 588, 1219]
gencode-strand-arrows: ‹‹‹‹‹‹‹‹‹‹‹‹‹‹‹‹‹‹‹‹‹‹‹‹‹‹‹‹‹‹‹‹‹‹‹‹‹‹‹‹‹‹‹‹‹‹‹‹‹‹‹‹‹‹‹‹‹‹‹‹‹‹‹‹‹‹‹‹‹‹‹‹‹‹‹‹‹‹‹‹‹‹‹‹‹‹‹‹‹‹‹‹‹‹‹‹‹‹‹‹‹‹‹‹‹‹‹‹‹‹‹‹‹‹‹‹‹‹‹‹‹‹‹‹‹‹‹‹‹‹‹‹‹‹‹‹‹‹‹‹‹‹‹‹‹‹‹‹‹‹‹‹‹‹‹‹‹‹‹‹‹‹‹‹‹‹‹‹‹‹‹‹‹‹‹‹‹‹‹‹‹‹‹‹‹‹‹‹‹‹‹‹‹‹‹‹‹‹‹‹ — [156, 642, 343, 652]
repeatmasker-track-label[interactable]: RepeatMasker — [74, 1325, 153, 1339]
phylop-track-label[interactable]: 100 Vert. Cons — [13, 1119, 93, 1133]
publications-sequences-label[interactable]: Sequences — [92, 878, 153, 892]
gencode-strand-arrows: ‹‹‹‹‹‹‹‹‹‹‹‹‹‹‹‹‹‹‹‹‹‹‹‹‹‹‹‹‹‹‹‹‹‹‹‹‹‹‹‹‹‹‹‹‹‹‹‹‹‹‹‹‹‹‹‹‹‹‹‹‹‹‹‹‹‹‹‹‹‹‹‹‹‹‹‹‹‹‹‹‹‹‹‹‹‹‹‹‹‹‹‹‹‹‹‹‹‹‹‹‹‹‹‹‹‹‹‹‹‹‹‹‹‹‹‹‹‹‹‹‹‹‹‹‹‹‹‹‹‹‹‹‹‹‹‹‹‹‹‹‹‹‹‹‹‹‹‹‹‹‹‹‹‹‹‹‹‹‹‹‹‹‹‹‹‹‹‹‹‹‹‹‹‹‹‹‹‹‹‹‹‹‹‹‹‹‹‹‹‹‹‹‹‹‹‹‹‹‹‹ — [156, 306, 343, 316]
gencode-gene-label[interactable]: FYN — [129, 337, 153, 351]
gtex-tissue-bar[interactable] — [257, 994, 262, 1043]
multiz-base: - — [647, 1250, 651, 1264]
base-letter: A — [842, 49, 851, 63]
multiz-base: = — [381, 1220, 389, 1234]
gtex-tissue-bar[interactable] — [203, 997, 208, 1043]
gtex-tissue-bar[interactable] — [343, 997, 348, 1043]
gencode-strand-arrows: ‹‹‹‹‹‹‹‹‹‹‹‹‹‹‹‹‹‹‹‹‹‹‹‹‹‹‹‹‹‹‹‹‹‹‹‹‹‹‹‹‹‹‹‹‹‹‹‹‹‹‹‹‹‹‹‹‹‹‹‹‹‹‹‹‹‹‹‹‹‹‹‹‹‹‹‹‹‹‹‹‹‹‹‹‹‹‹‹‹‹‹‹‹‹‹‹‹‹‹‹‹‹‹‹‹‹‹‹‹‹‹‹‹‹‹‹‹‹‹‹‹‹‹‹‹‹‹‹‹‹‹‹‹‹‹‹‹‹‹‹‹‹‹‹‹‹‹‹‹‹‹‹‹‹‹‹‹‹‹‹‹‹‹‹‹‹‹‹‹‹‹‹‹‹‹‹‹‹‹‹‹‹‹‹‹‹‹‹‹‹‹‹‹‹‹‹‹‹‹‹ — [156, 402, 343, 412]
repeatmasker-track-title[interactable]: Repeating Elements by RepeatMasker — [450, 1311, 656, 1325]
gtex-tissue-bar[interactable] — [382, 1016, 387, 1043]
gencode-gene-label[interactable]: FYN — [129, 321, 153, 335]
gtex-tissue-bar[interactable] — [289, 998, 294, 1043]
dbsnp-track-label[interactable]: Common dbSNP(155) — [34, 956, 153, 970]
multiz-base: A — [314, 1205, 323, 1219]
multiz-base: G — [644, 1205, 654, 1219]
h3k27ac-track-title[interactable]: H3K27Ac Mark (Often Found Near Active Regulatory Elements) on 7 cell lines from ENCODE — [304, 1049, 802, 1063]
multiz-species-label[interactable]: Dog — [130, 1235, 153, 1249]
multiz-track-title[interactable]: Multiz Alignments of 100 Vertebrates — [455, 1161, 651, 1175]
multiz-base: G — [644, 1190, 654, 1204]
gencode-gene-label[interactable]: FYN — [129, 769, 153, 783]
phylop-base-glyph: G — [637, 1133, 661, 1141]
gtex-tissue-bar[interactable] — [452, 1005, 457, 1043]
gtex-tissue-bar[interactable] — [296, 1016, 301, 1043]
multiz-base: = — [711, 1235, 719, 1249]
gencode-gene-label[interactable]: FYN — [129, 497, 153, 511]
phylop-base-glyph: A — [902, 1133, 924, 1141]
multiz-base: A — [710, 1190, 719, 1204]
multiz-base: = — [645, 1220, 653, 1234]
scale-text: 5 bases — [338, 17, 381, 31]
gtex-tissue-bar[interactable] — [312, 993, 317, 1043]
multiz-base: - — [383, 1250, 387, 1264]
gencode-gene-label[interactable]: FYN — [129, 113, 153, 127]
multiz-base: = — [249, 1235, 257, 1249]
gencode-strand-arrows: ‹‹‹‹‹‹‹‹‹‹‹‹‹‹‹‹‹‹‹‹‹‹‹‹‹‹‹‹‹‹‹‹‹‹‹‹‹‹‹‹‹‹‹‹‹‹‹‹‹‹‹‹‹‹‹‹‹‹‹‹‹‹‹‹‹‹‹‹‹‹‹‹‹‹‹‹‹‹‹‹‹‹‹‹‹‹‹‹‹‹‹‹‹‹‹‹‹‹‹‹‹‹‹‹‹‹‹‹‹‹‹‹‹‹‹‹‹‹‹‹‹‹‹‹‹‹‹‹‹‹‹‹‹‹‹‹‹‹‹‹‹‹‹‹‹‹‹‹‹‹‹‹‹‹‹‹‹‹‹‹‹‹‹‹‹‹‹‹‹‹‹‹‹‹‹‹‹‹‹‹‹‹‹‹‹‹‹‹‹‹‹‹‹‹‹‹‹‹‹‹ — [156, 498, 343, 508]
gtex-tissue-bar[interactable] — [515, 995, 520, 1043]
multiz-base: G — [776, 1205, 786, 1219]
multiz-base: = — [909, 1235, 917, 1249]
gtex-tissue-bar[interactable] — [523, 1000, 528, 1043]
gencode-strand-arrows: ‹‹‹‹‹‹‹‹‹‹‹‹‹‹‹‹‹‹‹‹‹‹‹‹‹‹‹‹‹‹‹‹‹‹‹‹‹‹‹‹‹‹‹‹‹‹‹‹‹‹‹‹‹‹‹‹‹‹‹‹‹‹‹‹‹‹‹‹‹‹‹‹‹‹‹‹‹‹‹‹‹‹‹‹‹‹‹‹‹‹‹‹‹‹‹‹‹‹‹‹‹‹‹‹‹‹‹‹‹‹‹‹‹‹‹‹‹‹‹‹‹‹‹‹‹‹‹‹‹‹‹‹‹‹‹‹‹‹‹‹‹‹‹‹‹‹‹‹‹‹‹‹‹‹‹‹‹‹‹‹‹‹‹‹‹‹‹‹‹‹‹‹‹‹‹‹‹‹‹‹‹‹‹‹‹‹‹‹‹‹‹‹‹‹‹‹‹‹‹‹ — [156, 130, 343, 140]
gencode-strand-arrows: ‹‹‹‹‹‹‹‹‹‹‹‹‹‹‹‹‹‹‹‹‹‹‹‹‹‹‹‹‹‹‹‹‹‹‹‹‹‹‹‹‹‹‹‹‹‹‹‹‹‹‹‹‹‹‹‹‹‹‹‹‹‹‹‹‹‹‹‹‹‹‹‹‹‹‹‹‹‹‹‹‹‹‹‹‹‹‹‹‹‹‹‹‹‹‹‹‹‹‹‹‹‹‹‹‹‹‹‹‹‹‹‹‹‹‹‹‹‹‹‹‹‹‹‹‹‹‹‹‹‹‹‹‹‹‹‹‹‹‹‹‹‹‹‹‹‹‹‹‹‹‹‹‹‹‹‹‹‹‹‹‹‹‹‹‹‹‹‹‹‹‹‹‹‹‹‹‹‹‹‹‹‹‹‹‹‹‹‹‹‹‹‹‹‹‹‹‹‹‹‹ — [156, 658, 343, 668]
multiz-base: A — [842, 1190, 851, 1204]
multiz-base: = — [315, 1235, 323, 1249]
gencode-gene-label[interactable]: FYN — [129, 737, 153, 751]
gencode-strand-arrows: ‹‹‹‹‹‹‹‹‹‹‹‹‹‹‹‹‹‹‹‹‹‹‹‹‹‹‹‹‹‹‹‹‹‹‹‹‹‹‹‹‹‹‹‹‹‹‹‹‹‹‹‹‹‹‹‹‹‹‹‹‹‹‹‹‹‹‹‹‹‹‹‹‹‹‹‹‹‹‹‹‹‹‹‹‹‹‹‹‹‹‹‹‹‹‹‹‹‹‹‹‹‹‹‹‹‹‹‹‹‹‹‹‹‹‹‹‹‹‹‹‹‹‹‹‹‹‹‹‹‹‹‹‹‹‹‹‹‹‹‹‹‹‹‹‹‹‹‹‹‹‹‹‹‹‹‹‹‹‹‹‹‹‹‹‹‹‹‹‹‹‹‹‹‹‹‹‹‹‹‹‹‹‹‹‹‹‹‹‹‹‹‹‹‹‹‹‹‹‹‹ — [156, 818, 343, 828]
gtex-track-title[interactable]: Gene Expression in 54 tissues from GTEx RNA-seq of 17382 samples, 948 donors (V8, Aug 2019) — [291, 973, 815, 987]
gtex-track-label[interactable]: FYN — [129, 1011, 153, 1025]
gencode-strand-arrows: ‹‹‹‹‹‹‹‹‹‹‹‹‹‹‹‹‹‹‹‹‹‹‹‹‹‹‹‹‹‹‹‹‹‹‹‹‹‹‹‹‹‹‹‹‹‹‹‹‹‹‹‹‹‹‹‹‹‹‹‹‹‹‹‹‹‹‹‹‹‹‹‹‹‹‹‹‹‹‹‹‹‹‹‹‹‹‹‹‹‹‹‹‹‹‹‹‹‹‹‹‹‹‹‹‹‹‹‹‹‹‹‹‹‹‹‹‹‹‹‹‹‹‹‹‹‹‹‹‹‹‹‹‹‹‹‹‹‹‹‹‹‹‹‹‹‹‹‹‹‹‹‹‹‹‹‹‹‹‹‹‹‹‹‹‹‹‹‹‹‹‹‹‹‹‹‹‹‹‹‹‹‹‹‹‹‹‹‹‹‹‹‹‹‹‹‹‹‹‹‹ — [156, 354, 343, 364]
gtex-tissue-bar[interactable] — [179, 1002, 184, 1043]
refseq-track-label[interactable]: RefSeq Curated — [66, 847, 153, 861]
base-letter: A — [908, 49, 917, 63]
gencode-strand-arrows: ‹‹‹‹‹‹‹‹‹‹‹‹‹‹‹‹‹‹‹‹‹‹‹‹‹‹‹‹‹‹‹‹‹‹‹‹‹‹‹‹‹‹‹‹‹‹‹‹‹‹‹‹‹‹‹‹‹‹‹‹‹‹‹‹‹‹‹‹‹‹‹‹‹‹‹‹‹‹‹‹‹‹‹‹‹‹‹‹‹‹‹‹‹‹‹‹‹‹‹‹‹‹‹‹‹‹‹‹‹‹‹‹‹‹‹‹‹‹‹‹‹‹‹‹‹‹‹‹‹‹‹‹‹‹‹‹‹‹‹‹‹‹‹‹‹‹‹‹‹‹‹‹‹‹‹‹‹‹‹‹‹‹‹‹‹‹‹‹‹‹‹‹‹‹‹‹‹‹‹‹‹‹‹‹‹‹‹‹‹‹‹‹‹‹‹‹‹‹‹‹ — [156, 706, 343, 716]
phylop-base-glyph: G — [505, 1133, 529, 1141]
gencode-strand-arrows: ‹‹‹‹‹‹‹‹‹‹‹‹‹‹‹‹‹‹‹‹‹‹‹‹‹‹‹‹‹‹‹‹‹‹‹‹‹‹‹‹‹‹‹‹‹‹‹‹‹‹‹‹‹‹‹‹‹‹‹‹‹‹‹‹‹‹‹‹‹‹‹‹‹‹‹‹‹‹‹‹‹‹‹‹‹‹‹‹‹‹‹‹‹‹‹‹‹‹‹‹‹‹‹‹‹‹‹‹‹‹‹‹‹‹‹‹‹‹‹‹‹‹‹‹‹‹‹‹‹‹‹‹‹‹‹‹‹‹‹‹‹‹‹‹‹‹‹‹‹‹‹‹‹‹‹‹‹‹‹‹‹‹‹‹‹‹‹‹‹‹‹‹‹‹‹‹‹‹‹‹‹‹‹‹‹‹‹‹‹‹‹‹‹‹‹‹‹‹‹‹ — [156, 386, 343, 396]
gtex-tissue-bar[interactable] — [187, 1004, 192, 1043]
multiz-base: = — [315, 1220, 323, 1234]
multiz-base: = — [711, 1220, 719, 1234]
multiz-base: = — [579, 1235, 587, 1249]
gtex-tissue-bar[interactable] — [273, 995, 278, 1043]
gtex-tissue-bar[interactable] — [226, 995, 231, 1043]
gencode-strand-arrows: ‹‹‹‹‹‹‹‹‹‹‹‹‹‹‹‹‹‹‹‹‹‹‹‹‹‹‹‹‹‹‹‹‹‹‹‹‹‹‹‹‹‹‹‹‹‹‹‹‹‹‹‹‹‹‹‹‹‹‹‹‹‹‹‹‹‹‹‹‹‹‹‹‹‹‹‹‹‹‹‹‹‹‹‹‹‹‹‹‹‹‹‹‹‹‹‹‹‹‹‹‹‹‹‹‹‹‹‹‹‹‹‹‹‹‹‹‹‹‹‹‹‹‹‹‹‹‹‹‹‹‹‹‹‹‹‹‹‹‹‹‹‹‹‹‹‹‹‹‹‹‹‹‹‹‹‹‹‹‹‹‹‹‹‹‹‹‹‹‹‹‹‹‹‹‹‹‹‹‹‹‹‹‹‹‹‹‹‹‹‹‹‹‹‹‹‹‹‹‹‹ — [156, 690, 343, 700]
gtex-tissue-bar[interactable] — [335, 1006, 340, 1043]
multiz-base: - — [911, 1250, 915, 1264]
gencode-gene-label[interactable]: FYN — [129, 513, 153, 527]
multiz-species-label[interactable]: Chicken — [109, 1265, 153, 1279]
gencode-gene-label[interactable]: FYN — [129, 225, 153, 239]
multiz-base: - — [251, 1250, 255, 1264]
ruler-tick-2 — [882, 34, 883, 48]
gencode-strand-arrows: ‹‹‹‹‹‹‹‹‹‹‹‹‹‹‹‹‹‹‹‹‹‹‹‹‹‹‹‹‹‹‹‹‹‹‹‹‹‹‹‹‹‹‹‹‹‹‹‹‹‹‹‹‹‹‹‹‹‹‹‹‹‹‹‹‹‹‹‹‹‹‹‹‹‹‹‹‹‹‹‹‹‹‹‹‹‹‹‹‹‹‹‹‹‹‹‹‹‹‹‹‹‹‹‹‹‹‹‹‹‹‹‹‹‹‹‹‹‹‹‹‹‹‹‹‹‹‹‹‹‹‹‹‹‹‹‹‹‹‹‹‹‹‹‹‹‹‹‹‹‹‹‹‹‹‹‹‹‹‹‹‹‹‹‹‹‹‹‹‹‹‹‹‹‹‹‹‹‹‹‹‹‹‹‹‹‹‹‹‹‹‹‹‹‹‹‹‹‹‹‹ — [156, 594, 343, 604]
gtex-tissue-bar[interactable] — [445, 1012, 450, 1043]
phylop-base-glyph: G — [373, 1133, 397, 1141]
h3k27ac-track-label[interactable]: Layered H3K27Ac — [55, 1063, 153, 1077]
gencode-gene-label[interactable]: FYN — [129, 257, 153, 271]
multiz-base: = — [249, 1220, 257, 1234]
gencode-strand-arrows: ‹‹‹‹‹‹‹‹‹‹‹‹‹‹‹‹‹‹‹‹‹‹‹‹‹‹‹‹‹‹‹‹‹‹‹‹‹‹‹‹‹‹‹‹‹‹‹‹‹‹‹‹‹‹‹‹‹‹‹‹‹‹‹‹‹‹‹‹‹‹‹‹‹‹‹‹‹‹‹‹‹‹‹‹‹‹‹‹‹‹‹‹‹‹‹‹‹‹‹‹‹‹‹‹‹‹‹‹‹‹‹‹‹‹‹‹‹‹‹‹‹‹‹‹‹‹‹‹‹‹‹‹‹‹‹‹‹‹‹‹‹‹‹‹‹‹‹‹‹‹‹‹‹‹‹‹‹‹‹‹‹‹‹‹‹‹‹‹‹‹‹‹‹‹‹‹‹‹‹‹‹‹‹‹‹‹‹‹‹‹‹‹‹‹‹‹‹‹‹‹ — [156, 274, 343, 284]
dbsnp-track-title[interactable]: Short Genetic Variants from dbSNP release 155 — [436, 942, 670, 954]
multiz-base: = — [645, 1235, 653, 1249]
base-letter: A — [446, 49, 455, 63]
gencode-gene-label[interactable]: FYN — [129, 657, 153, 671]
multiz-base: - — [779, 1250, 783, 1264]
gtex-tissue-bar[interactable] — [491, 1000, 496, 1043]
multiz-base: - — [185, 1250, 189, 1264]
gencode-gene-label[interactable]: FYN — [129, 673, 153, 687]
